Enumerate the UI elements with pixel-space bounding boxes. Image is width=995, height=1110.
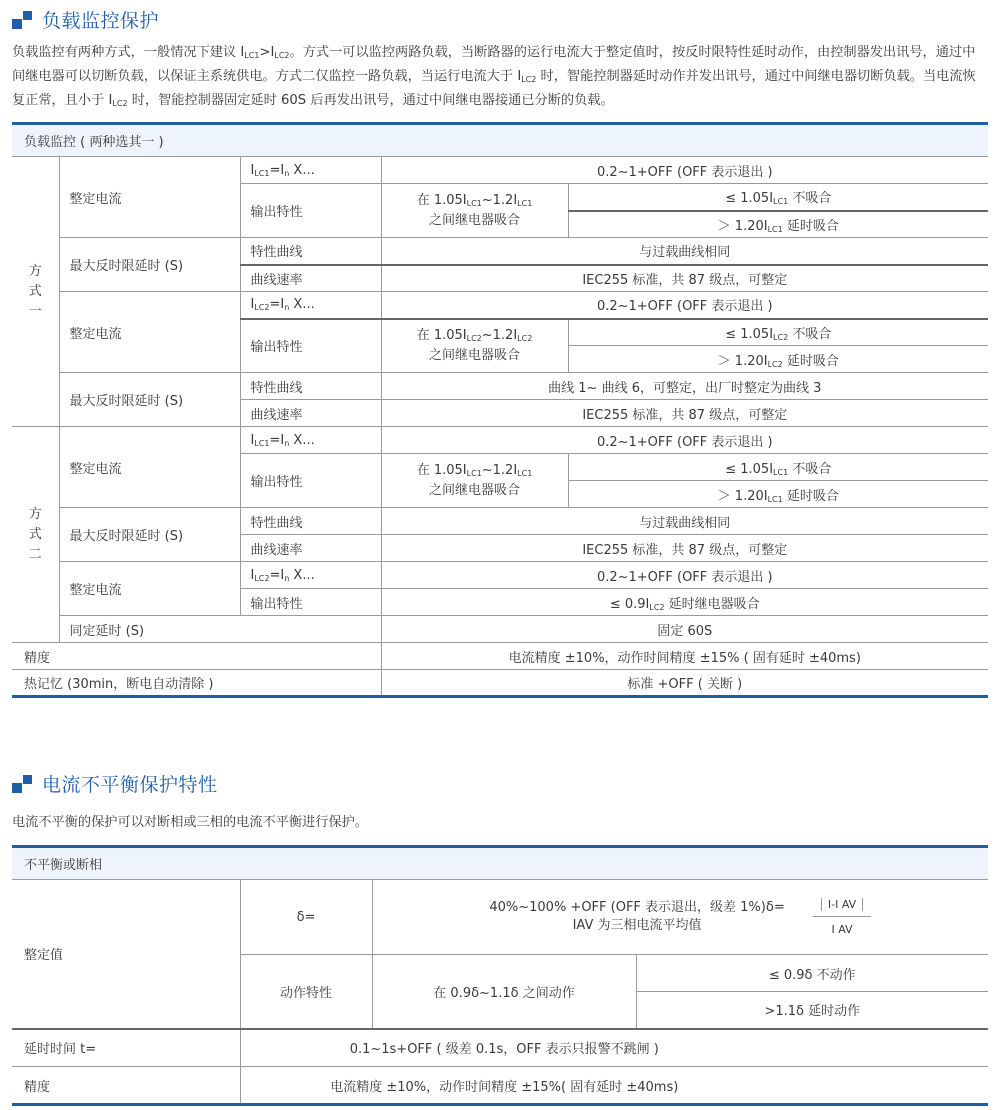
max-inverse-delay-label: 最大反时限延时 (S) xyxy=(59,238,240,292)
accuracy-value: 电流精度 ±10%，动作时间精度 ±15% ( 固有延时 ±40ms) xyxy=(381,643,988,670)
mode-one-label: 方 式 一 xyxy=(12,157,59,427)
range-value: 0.2~1+OFF (OFF 表示退出 ) xyxy=(381,292,988,319)
action-range: 在 0.9δ~1.1δ 之间动作 xyxy=(372,955,636,1029)
ilc2-label: $I_{LC2}=I_n$ X... xyxy=(240,562,381,589)
relay-between-lc2: 在 $1.05I_{LC2}\sim 1.2I_{LC2}$ 之间继电器吸合 xyxy=(381,319,568,373)
ilc1-label: $I_{LC1}=I_n$ X... xyxy=(240,157,381,184)
char-curve-label: 特性曲线 xyxy=(240,238,381,265)
ilc2-label: $I_{LC2}=I_n$ X... xyxy=(240,292,381,319)
setting-current-label: 整定电流 xyxy=(59,157,240,238)
char-curve-label: 特性曲线 xyxy=(240,508,381,535)
char-curve-label: 特性曲线 xyxy=(240,373,381,400)
relay-between-lc1: 在 $1.05I_{LC1}\sim 1.2I_{LC1}$ 之间继电器吸合 xyxy=(381,184,568,238)
delay-time-value: 0.1~1s+OFF ( 级差 0.1s，OFF 表示只报警不跳闸 ) xyxy=(240,1029,988,1067)
curve-rate-label: 曲线速率 xyxy=(240,400,381,427)
output-char-label: 输出特性 xyxy=(240,589,381,616)
thermal-memory-label: 热记忆 (30min，断电自动清除 ) xyxy=(12,670,381,697)
setting-current-label: 整定电流 xyxy=(59,292,240,373)
range-value: 0.2~1+OFF (OFF 表示退出 ) xyxy=(381,427,988,454)
section-title-load-monitor: 负载监控保护 xyxy=(12,6,159,33)
curve-rate-value: IEC255 标准，共 87 级点，可整定 xyxy=(381,400,988,427)
accuracy-label: 精度 xyxy=(12,643,381,670)
delay-time-label: 延时时间 t= xyxy=(12,1029,240,1067)
delayed-pickup-lc2: ＞ $1.20I_{LC2}$ 延时吸合 xyxy=(568,346,988,373)
delayed-pickup-lc1: ＞ $1.20I_{LC1}$ 延时吸合 xyxy=(568,481,988,508)
output-char-label: 输出特性 xyxy=(240,454,381,508)
delta-formula: $\frac{\text{I-I AV}}{\text{I AV}}$ xyxy=(813,896,871,939)
curve-rate-label: 曲线速率 xyxy=(240,265,381,292)
fixed-delay-label: 同定延时 (S) xyxy=(59,616,381,643)
no-pickup-lc1: ≤ $1.05I_{LC1}$ 不吸合 xyxy=(568,184,988,211)
section-bullet-icon xyxy=(12,11,34,29)
fixed-delay-value: 固定 60S xyxy=(381,616,988,643)
range-value: 0.2~1+OFF (OFF 表示退出 ) xyxy=(381,157,988,184)
delta-value: 40%~100% +OFF (OFF 表示退出，级差 1%)δ= IAV 为三相电流平均值 $\frac{\text{I-I AV}}{\text{I AV}}$ xyxy=(372,880,988,955)
char-curve-value: 与过载曲线相同 xyxy=(381,238,988,265)
unbalance-table xyxy=(12,845,988,1106)
range-value: 0.2~1+OFF (OFF 表示退出 ) xyxy=(381,562,988,589)
ilc1-label: $I_{LC1}=I_n$ X... xyxy=(240,427,381,454)
setting-value-label: 整定值 xyxy=(12,880,240,1029)
section-title-unbalance: 电流不平衡保护特性 xyxy=(12,770,218,797)
unbalance-description: 电流不平衡的保护可以对断相或三相的电流不平衡进行保护。 xyxy=(12,815,369,830)
curve-rate-value: IEC255 标准，共 87 级点，可整定 xyxy=(381,265,988,292)
char-curve-value: 与过载曲线相同 xyxy=(381,508,988,535)
action-char-label: 动作特性 xyxy=(240,955,372,1029)
max-inverse-delay-label: 最大反时限延时 (S) xyxy=(59,373,240,427)
no-action-value: ≤ 0.9δ 不动作 xyxy=(636,955,988,992)
section-bullet-icon xyxy=(12,775,34,793)
delayed-pickup-lc1: ＞ $1.20I_{LC1}$ 延时吸合 xyxy=(568,211,988,238)
setting-current-label: 整定电流 xyxy=(59,562,240,616)
output-char-label: 输出特性 xyxy=(240,319,381,373)
output-char-label: 输出特性 xyxy=(240,184,381,238)
char-curve-value: 曲线 1~ 曲线 6，可整定，出厂时整定为曲线 3 xyxy=(381,373,988,400)
load-monitor-description: 负载监控有两种方式，一般情况下建议 $I_{LC1}>I_{LC2}$。方式一可以监控两路负载，当断路器的运行电流大于整定值时，按反时限特性延时动作，由控制器发出讯号，通过中间继电器可以切断负载，以保证主系统供电。方式二仅监控一路负载，当运行电流大于 $I_{LC2}$ 时，智能控制器延时动作并发出讯号，通过中间继电器切断负载。当电流恢复正常，且小于 $I_{LC2}$ 时，智能控制器固定延时 60S 后再发出讯号，通过中间继电器接通已分断的负载。 xyxy=(12,45,976,108)
delayed-relay-lc2: ≤ $0.9I_{LC2}$ 延时继电器吸合 xyxy=(381,589,988,616)
no-pickup-lc1: ≤ $1.05I_{LC1}$ 不吸合 xyxy=(568,454,988,481)
delayed-action-value: >1.1δ 延时动作 xyxy=(636,992,988,1029)
max-inverse-delay-label: 最大反时限延时 (S) xyxy=(59,508,240,562)
load-monitor-table xyxy=(12,122,988,698)
accuracy-value: 电流精度 ±10%，动作时间精度 ±15%( 固有延时 ±40ms) xyxy=(240,1067,988,1105)
accuracy-label: 精度 xyxy=(12,1067,240,1105)
relay-between-lc1: 在 $1.05I_{LC1}\sim 1.2I_{LC1}$ 之间继电器吸合 xyxy=(381,454,568,508)
setting-current-label: 整定电流 xyxy=(59,427,240,508)
thermal-memory-value: 标准 +OFF ( 关断 ) xyxy=(381,670,988,697)
table-header: 不平衡或断相 xyxy=(12,847,988,880)
delta-label: δ= xyxy=(240,880,372,955)
curve-rate-label: 曲线速率 xyxy=(240,535,381,562)
curve-rate-value: IEC255 标准，共 87 级点，可整定 xyxy=(381,535,988,562)
mode-two-label: 方 式 二 xyxy=(12,427,59,643)
no-pickup-lc2: ≤ $1.05I_{LC2}$ 不吸合 xyxy=(568,319,988,346)
table-header: 负载监控 ( 两种选其一 ) xyxy=(12,124,988,157)
